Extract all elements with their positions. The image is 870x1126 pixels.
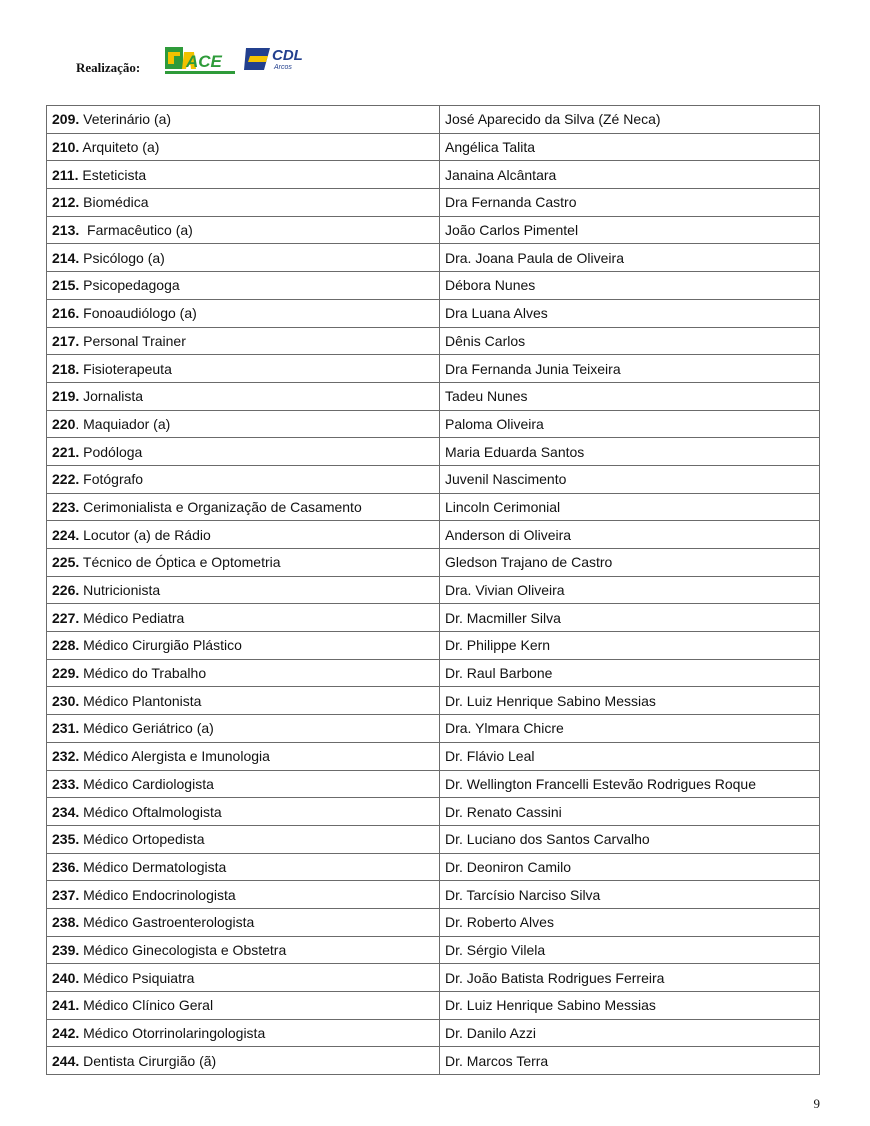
table-row — [47, 604, 820, 632]
table-row — [47, 825, 820, 853]
profession-label: Médico Endocrinologista — [79, 886, 236, 903]
item-number: 223. — [52, 498, 80, 515]
item-number: 214. — [52, 249, 80, 266]
profession-label: Arquiteto (a) — [79, 139, 160, 156]
profession-cell — [47, 659, 440, 687]
table-row — [47, 244, 820, 272]
professional-name: Anderson di Oliveira — [440, 521, 820, 549]
item-number: 240. — [52, 969, 80, 986]
table-row — [47, 659, 820, 687]
professional-name: Dra. Ylmara Chicre — [440, 715, 820, 743]
profession-label: Médico Otorrinolaringologista — [79, 1025, 266, 1042]
professional-name: Dr. Flávio Leal — [440, 742, 820, 770]
professional-name: Janaina Alcântara — [440, 161, 820, 189]
professional-name: Dr. Roberto Alves — [440, 908, 820, 936]
profession-cell — [47, 632, 440, 660]
profession-cell — [47, 1047, 440, 1075]
profession-cell — [47, 715, 440, 743]
profession-cell — [47, 161, 440, 189]
profession-cell — [47, 244, 440, 272]
profession-label: Locutor (a) de Rádio — [79, 526, 211, 543]
profession-label: Dentista Cirurgião (ã) — [79, 1052, 217, 1069]
table-row — [47, 992, 820, 1020]
profession-label: Médico Gastroenterologista — [79, 914, 255, 931]
table-row — [47, 272, 820, 300]
professional-name: Débora Nunes — [440, 272, 820, 300]
profession-cell — [47, 106, 440, 134]
profession-label: Médico Cirurgião Plástico — [79, 637, 242, 654]
table-row — [47, 936, 820, 964]
table-row — [47, 908, 820, 936]
profession-label: Psicopedagoga — [79, 277, 180, 294]
profession-label: Médico Dermatologista — [79, 858, 227, 875]
item-number: 213. — [52, 222, 80, 239]
professional-name: Dr. João Batista Rodrigues Ferreira — [440, 964, 820, 992]
professional-name: Dr. Wellington Francelli Estevão Rodrigues Roque — [440, 770, 820, 798]
table-row — [47, 715, 820, 743]
item-number: 216. — [52, 305, 80, 322]
item-number: 219. — [52, 388, 80, 405]
profession-cell — [47, 493, 440, 521]
profession-cell — [47, 992, 440, 1020]
profession-cell — [47, 825, 440, 853]
professional-name: Paloma Oliveira — [440, 410, 820, 438]
profession-label: Esteticista — [78, 166, 147, 183]
profession-label: Farmacêutico (a) — [79, 222, 193, 239]
item-number: 225. — [52, 554, 80, 571]
profession-cell — [47, 465, 440, 493]
profession-label: Técnico de Óptica e Optometria — [79, 554, 281, 571]
profession-label: Veterinário (a) — [79, 111, 172, 128]
profession-label: Podóloga — [79, 443, 143, 460]
profession-label: Nutricionista — [79, 582, 161, 599]
profession-label: Médico Cardiologista — [79, 775, 214, 792]
profession-label: Jornalista — [79, 388, 144, 405]
professional-name: Dr. Marcos Terra — [440, 1047, 820, 1075]
professional-name: Lincoln Cerimonial — [440, 493, 820, 521]
profession-cell — [47, 936, 440, 964]
professional-name: Dr. Luiz Henrique Sabino Messias — [440, 687, 820, 715]
profession-label: Psicólogo (a) — [79, 249, 165, 266]
item-number: 235. — [52, 831, 80, 848]
table-row — [47, 355, 820, 383]
professional-name: Tadeu Nunes — [440, 382, 820, 410]
profession-cell — [47, 1019, 440, 1047]
professional-name: Dra Fernanda Junia Teixeira — [440, 355, 820, 383]
professional-name: Dr. Luiz Henrique Sabino Messias — [440, 992, 820, 1020]
table-row — [47, 299, 820, 327]
item-number: 241. — [52, 997, 80, 1014]
professional-name: Dênis Carlos — [440, 327, 820, 355]
profession-cell — [47, 742, 440, 770]
item-number: 209. — [52, 111, 80, 128]
item-number: 230. — [52, 692, 80, 709]
ace-logo — [164, 44, 236, 76]
table-row — [47, 438, 820, 466]
page-number: 9 — [813, 1096, 820, 1111]
item-number: 217. — [52, 332, 80, 349]
profession-cell — [47, 355, 440, 383]
professional-name: José Aparecido da Silva (Zé Neca) — [440, 106, 820, 134]
table-row — [47, 964, 820, 992]
table-row — [47, 742, 820, 770]
table-row — [47, 382, 820, 410]
profession-cell — [47, 908, 440, 936]
profession-label: Médico Psiquiatra — [79, 969, 195, 986]
professional-name: Gledson Trajano de Castro — [440, 549, 820, 577]
profession-label: Médico Alergista e Imunologia — [79, 748, 270, 765]
professional-name: Dra. Joana Paula de Oliveira — [440, 244, 820, 272]
profession-cell — [47, 521, 440, 549]
profession-label: . Maquiador (a) — [75, 415, 171, 432]
table-row — [47, 770, 820, 798]
profession-label: Médico Oftalmologista — [79, 803, 222, 820]
item-number: 236. — [52, 858, 80, 875]
svg-text:Arcos: Arcos — [274, 64, 292, 71]
profession-cell — [47, 881, 440, 909]
profession-label: Biomédica — [79, 194, 149, 211]
item-number: 227. — [52, 609, 80, 626]
table-row — [47, 632, 820, 660]
professionals-table — [46, 105, 820, 1075]
profession-cell — [47, 327, 440, 355]
profession-cell — [47, 299, 440, 327]
profession-cell — [47, 410, 440, 438]
item-number: 244. — [52, 1052, 80, 1069]
professional-name: Juvenil Nascimento — [440, 465, 820, 493]
profession-cell — [47, 853, 440, 881]
profession-cell — [47, 133, 440, 161]
item-number: 215. — [52, 277, 80, 294]
profession-cell — [47, 576, 440, 604]
professional-name: Angélica Talita — [440, 133, 820, 161]
profession-label: Médico Ginecologista e Obstetra — [79, 941, 287, 958]
profession-cell — [47, 549, 440, 577]
professional-name: Dra Fernanda Castro — [440, 189, 820, 217]
profession-cell — [47, 604, 440, 632]
profession-label: Médico Geriátrico (a) — [79, 720, 214, 737]
item-number: 242. — [52, 1025, 80, 1042]
table-row — [47, 1047, 820, 1075]
item-number: 234. — [52, 803, 80, 820]
item-number: 222. — [52, 471, 80, 488]
professional-name: Dr. Raul Barbone — [440, 659, 820, 687]
profession-label: Fotógrafo — [79, 471, 144, 488]
table-row — [47, 189, 820, 217]
table-row — [47, 410, 820, 438]
professional-name: Dr. Renato Cassini — [440, 798, 820, 826]
item-number: 233. — [52, 775, 80, 792]
item-number: 228. — [52, 637, 80, 654]
item-number: 210. — [52, 139, 80, 156]
item-number: 232. — [52, 748, 80, 765]
table-body — [47, 106, 820, 1075]
item-number: 231. — [52, 720, 80, 737]
profession-cell — [47, 189, 440, 217]
item-number: 220 — [52, 415, 76, 432]
professional-name: Dr. Sérgio Vilela — [440, 936, 820, 964]
table-row — [47, 881, 820, 909]
table-row — [47, 549, 820, 577]
professional-name: Dr. Philippe Kern — [440, 632, 820, 660]
svg-text:CDL: CDL — [272, 47, 303, 64]
table-row — [47, 327, 820, 355]
profession-label: Médico Clínico Geral — [79, 997, 214, 1014]
table-row — [47, 216, 820, 244]
table-row — [47, 1019, 820, 1047]
profession-cell — [47, 272, 440, 300]
item-number: 212. — [52, 194, 80, 211]
profession-label: Fonoaudiólogo (a) — [79, 305, 197, 322]
profession-label: Médico Pediatra — [79, 609, 185, 626]
profession-cell — [47, 382, 440, 410]
professional-name: João Carlos Pimentel — [440, 216, 820, 244]
table-row — [47, 161, 820, 189]
profession-cell — [47, 798, 440, 826]
item-number: 211. — [52, 166, 79, 183]
profession-cell — [47, 964, 440, 992]
item-number: 238. — [52, 914, 80, 931]
profession-cell — [47, 770, 440, 798]
svg-text:ACE: ACE — [186, 52, 222, 71]
item-number: 224. — [52, 526, 80, 543]
item-number: 218. — [52, 360, 80, 377]
profession-label: Personal Trainer — [79, 332, 186, 349]
table-row — [47, 576, 820, 604]
item-number: 239. — [52, 941, 80, 958]
table-row — [47, 465, 820, 493]
profession-cell — [47, 216, 440, 244]
table-row — [47, 493, 820, 521]
table-row — [47, 133, 820, 161]
professional-name: Dr. Macmiller Silva — [440, 604, 820, 632]
item-number: 237. — [52, 886, 80, 903]
professional-name: Maria Eduarda Santos — [440, 438, 820, 466]
page-header — [76, 44, 476, 84]
table-row — [47, 798, 820, 826]
realizacao-label: Realização: — [76, 60, 141, 75]
professional-name: Dra Luana Alves — [440, 299, 820, 327]
profession-label: Médico Plantonista — [79, 692, 202, 709]
profession-label: Médico do Trabalho — [79, 665, 207, 682]
table-row — [47, 106, 820, 134]
item-number: 226. — [52, 582, 80, 599]
profession-cell — [47, 687, 440, 715]
table-row — [47, 521, 820, 549]
profession-label: Fisioterapeuta — [79, 360, 172, 377]
profession-label: Médico Ortopedista — [79, 831, 205, 848]
item-number: 221. — [52, 443, 80, 460]
table-row — [47, 687, 820, 715]
profession-label: Cerimonialista e Organização de Casamento — [79, 498, 362, 515]
professional-name: Dra. Vivian Oliveira — [440, 576, 820, 604]
table-row — [47, 853, 820, 881]
item-number: 229. — [52, 665, 80, 682]
cdl-logo — [244, 44, 314, 74]
professional-name: Dr. Danilo Azzi — [440, 1019, 820, 1047]
professional-name: Dr. Luciano dos Santos Carvalho — [440, 825, 820, 853]
profession-cell — [47, 438, 440, 466]
professional-name: Dr. Tarcísio Narciso Silva — [440, 881, 820, 909]
professional-name: Dr. Deoniron Camilo — [440, 853, 820, 881]
